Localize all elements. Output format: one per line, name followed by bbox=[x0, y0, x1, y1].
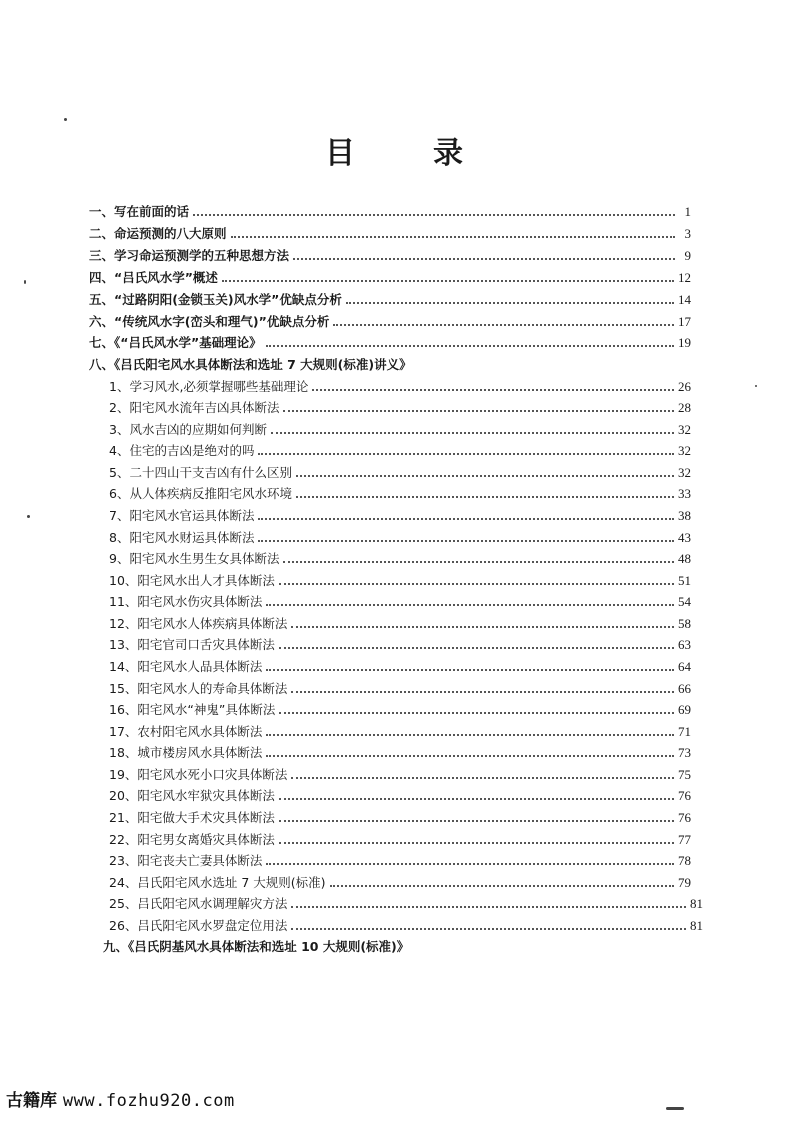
toc-subentry[interactable] bbox=[109, 655, 691, 675]
toc-entry-page: 1 bbox=[684, 204, 691, 219]
leader-dots bbox=[279, 646, 674, 649]
leader-dots bbox=[291, 927, 686, 930]
leader-dots bbox=[279, 797, 674, 800]
toc-entry-label: 18、城市楼房风水具体断法 bbox=[109, 745, 263, 760]
toc-subentry[interactable] bbox=[109, 677, 691, 697]
leader-dots bbox=[291, 905, 686, 908]
toc-entry-label: 10、阳宅风水出人才具体断法 bbox=[109, 573, 275, 588]
leader-dots bbox=[231, 235, 675, 238]
leader-dots bbox=[330, 884, 674, 887]
leader-dots bbox=[296, 474, 674, 477]
toc-entry[interactable] bbox=[89, 331, 691, 351]
leader-dots bbox=[258, 517, 674, 520]
toc-entry-page: 76 bbox=[678, 788, 691, 803]
toc-entry-label: 九、《吕氏阴基风水具体断法和选址 10 大规则(标准)》 bbox=[103, 939, 410, 954]
leader-dots bbox=[222, 279, 674, 282]
toc-subentry[interactable] bbox=[109, 482, 691, 502]
footer-site-link[interactable]: www.fozhu920.com bbox=[62, 1091, 235, 1111]
toc-entry-page: 54 bbox=[678, 594, 691, 609]
toc-entry-page: 76 bbox=[678, 810, 691, 825]
toc-entry-page: 71 bbox=[678, 724, 691, 739]
toc-entry-label: 七、《“吕氏风水学”基础理论》 bbox=[89, 335, 262, 350]
toc-entry-label: 6、从人体疾病反推阳宅风水环境 bbox=[109, 486, 292, 501]
toc-entry-page: 78 bbox=[678, 853, 691, 868]
toc-subentry[interactable] bbox=[109, 849, 691, 869]
toc-subentry[interactable] bbox=[109, 784, 691, 804]
toc-entry-label: 13、阳宅官司口舌灾具体断法 bbox=[109, 637, 275, 652]
toc-entry-label: 14、阳宅风水人品具体断法 bbox=[109, 659, 263, 674]
leader-dots bbox=[279, 711, 674, 714]
toc-entry-page: 48 bbox=[678, 551, 691, 566]
toc-entry-label: 9、阳宅风水生男生女具体断法 bbox=[109, 551, 280, 566]
toc-entry-label: 二、命运预测的八大原则 bbox=[89, 226, 227, 241]
toc-subentry[interactable] bbox=[109, 871, 691, 891]
leader-dots bbox=[266, 862, 674, 865]
toc-entry-label: 21、阳宅做大手术灾具体断法 bbox=[109, 810, 275, 825]
toc-entry[interactable] bbox=[89, 200, 691, 220]
leader-dots bbox=[266, 754, 674, 757]
toc-entry-label: 24、吕氏阳宅风水选址 7 大规则(标准) bbox=[109, 875, 326, 890]
leader-dots bbox=[283, 560, 674, 563]
toc-subentry[interactable] bbox=[109, 914, 703, 934]
toc-entry-page: 28 bbox=[678, 400, 691, 415]
leader-dots bbox=[258, 539, 674, 542]
toc-entry-page: 32 bbox=[678, 443, 691, 458]
toc-subentry[interactable] bbox=[109, 439, 691, 459]
toc-subentry[interactable] bbox=[109, 396, 691, 416]
toc-entry-label: 20、阳宅风水牢狱灾具体断法 bbox=[109, 788, 275, 803]
toc-entry-label: 7、阳宅风水官运具体断法 bbox=[109, 508, 255, 523]
title-right-char: 录 bbox=[433, 136, 465, 171]
title-left-char: 目 bbox=[325, 136, 357, 171]
toc-entry-page: 63 bbox=[678, 637, 691, 652]
toc-entry-label: 23、阳宅丧夫亡妻具体断法 bbox=[109, 853, 263, 868]
toc-subentry[interactable] bbox=[109, 806, 691, 826]
toc-entry[interactable] bbox=[89, 266, 691, 286]
toc-entry-label: 3、风水吉凶的应期如何判断 bbox=[109, 422, 267, 437]
toc-subentry[interactable] bbox=[109, 763, 691, 783]
toc-entry-label: 8、阳宅风水财运具体断法 bbox=[109, 530, 255, 545]
toc-entry-label: 25、吕氏阳宅风水调理解灾方法 bbox=[109, 896, 288, 911]
toc-entry-label: 15、阳宅风水人的寿命具体断法 bbox=[109, 681, 288, 696]
leader-dots bbox=[296, 495, 674, 498]
toc-entry-label: 六、“传统风水字(峦头和理气)”优缺点分析 bbox=[89, 314, 330, 329]
toc-section-heading[interactable] bbox=[103, 935, 693, 955]
toc-subentry[interactable] bbox=[109, 526, 691, 546]
toc-entry-page: 58 bbox=[678, 616, 691, 631]
toc-entry-label: 11、阳宅风水伤灾具体断法 bbox=[109, 594, 263, 609]
toc-entry-label: 12、阳宅风水人体疾病具体断法 bbox=[109, 616, 288, 631]
toc-section-heading[interactable] bbox=[89, 353, 691, 373]
toc-entry-page: 69 bbox=[678, 702, 691, 717]
toc-entry-label: 1、学习风水,必须掌握哪些基础理论 bbox=[109, 379, 309, 394]
leader-dots bbox=[258, 452, 674, 455]
toc-entry-page: 12 bbox=[678, 270, 691, 285]
leader-dots bbox=[291, 625, 674, 628]
leader-dots bbox=[279, 841, 674, 844]
toc-subentry[interactable] bbox=[109, 461, 691, 481]
toc-subentry[interactable] bbox=[109, 720, 691, 740]
leader-dots bbox=[312, 388, 674, 391]
toc-entry-page: 81 bbox=[690, 918, 703, 933]
toc-subentry[interactable] bbox=[109, 569, 691, 589]
toc-subentry[interactable] bbox=[109, 698, 691, 718]
toc-subentry[interactable] bbox=[109, 590, 691, 610]
toc-subentry[interactable] bbox=[109, 504, 691, 524]
page-title bbox=[0, 128, 790, 172]
scan-speck bbox=[64, 118, 67, 121]
toc-entry-page: 79 bbox=[678, 875, 691, 890]
scan-speck bbox=[755, 385, 757, 387]
toc-entry-page: 75 bbox=[678, 767, 691, 782]
toc-subentry[interactable] bbox=[109, 633, 691, 653]
toc-entry-page: 38 bbox=[678, 508, 691, 523]
toc-entry-page: 81 bbox=[690, 896, 703, 911]
toc-entry-page: 73 bbox=[678, 745, 691, 760]
toc-entry-page: 3 bbox=[684, 226, 691, 241]
toc-entry[interactable] bbox=[89, 244, 691, 264]
toc-entry-page: 32 bbox=[678, 465, 691, 480]
leader-dots bbox=[291, 776, 674, 779]
toc-entry-label: 五、“过路阴阳(金锁玉关)风水学”优缺点分析 bbox=[89, 292, 342, 307]
toc-entry-page: 9 bbox=[684, 248, 691, 263]
toc-entry-label: 2、阳宅风水流年吉凶具体断法 bbox=[109, 400, 280, 415]
leader-dots bbox=[283, 409, 674, 412]
toc-subentry[interactable] bbox=[109, 828, 691, 848]
toc-entry-label: 4、住宅的吉凶是绝对的吗 bbox=[109, 443, 255, 458]
toc-subentry[interactable] bbox=[109, 375, 691, 395]
toc-entry-page: 66 bbox=[678, 681, 691, 696]
toc-entry-label: 三、学习命运预测学的五种思想方法 bbox=[89, 248, 290, 263]
toc-entry[interactable] bbox=[89, 288, 691, 308]
toc-subentry[interactable] bbox=[109, 547, 691, 567]
scan-speck bbox=[24, 280, 26, 284]
toc-entry-page: 33 bbox=[678, 486, 691, 501]
scan-speck bbox=[666, 1107, 684, 1110]
leader-dots bbox=[279, 582, 674, 585]
toc-entry-page: 26 bbox=[678, 379, 691, 394]
leader-dots bbox=[266, 344, 674, 347]
toc-entry-page: 14 bbox=[678, 292, 691, 307]
toc-entry-label: 22、阳宅男女离婚灾具体断法 bbox=[109, 832, 275, 847]
toc-subentry[interactable] bbox=[109, 612, 691, 632]
toc-entry[interactable] bbox=[89, 310, 691, 330]
scan-speck bbox=[27, 515, 30, 518]
toc-entry-label: 16、阳宅风水“神鬼”具体断法 bbox=[109, 702, 276, 717]
toc-entry-label: 一、写在前面的话 bbox=[89, 204, 190, 219]
toc-subentry[interactable] bbox=[109, 418, 691, 438]
toc-entry-page: 51 bbox=[678, 573, 691, 588]
toc-entry-label: 5、二十四山干支吉凶有什么区别 bbox=[109, 465, 292, 480]
toc-entry[interactable] bbox=[89, 222, 691, 242]
toc-entry-page: 17 bbox=[678, 314, 691, 329]
leader-dots bbox=[266, 733, 674, 736]
toc-entry-label: 八、《吕氏阳宅风水具体断法和选址 7 大规则(标准)讲义》 bbox=[89, 357, 412, 372]
leader-dots bbox=[279, 819, 674, 822]
leader-dots bbox=[266, 668, 674, 671]
toc-subentry[interactable] bbox=[109, 892, 703, 912]
toc-entry-page: 32 bbox=[678, 422, 691, 437]
toc-entry-page: 64 bbox=[678, 659, 691, 674]
toc-entry-page: 77 bbox=[678, 832, 691, 847]
leader-dots bbox=[266, 603, 674, 606]
leader-dots bbox=[271, 431, 674, 434]
leader-dots bbox=[346, 301, 674, 304]
leader-dots bbox=[333, 323, 674, 326]
leader-dots bbox=[193, 213, 675, 216]
toc-entry-label: 四、“吕氏风水学”概述 bbox=[89, 270, 218, 285]
toc-entry-label: 19、阳宅风水死小口灾具体断法 bbox=[109, 767, 288, 782]
leader-dots bbox=[291, 690, 674, 693]
toc-entry-label: 17、农村阳宅风水具体断法 bbox=[109, 724, 263, 739]
toc-entry-page: 43 bbox=[678, 530, 691, 545]
footer-brand: 古籍库 bbox=[6, 1091, 57, 1111]
watermark-footer bbox=[6, 1086, 235, 1111]
toc-entry-label: 26、吕氏阳宅风水罗盘定位用法 bbox=[109, 918, 288, 933]
toc-subentry[interactable] bbox=[109, 741, 691, 761]
toc-entry-page: 19 bbox=[678, 335, 691, 350]
leader-dots bbox=[293, 257, 675, 260]
